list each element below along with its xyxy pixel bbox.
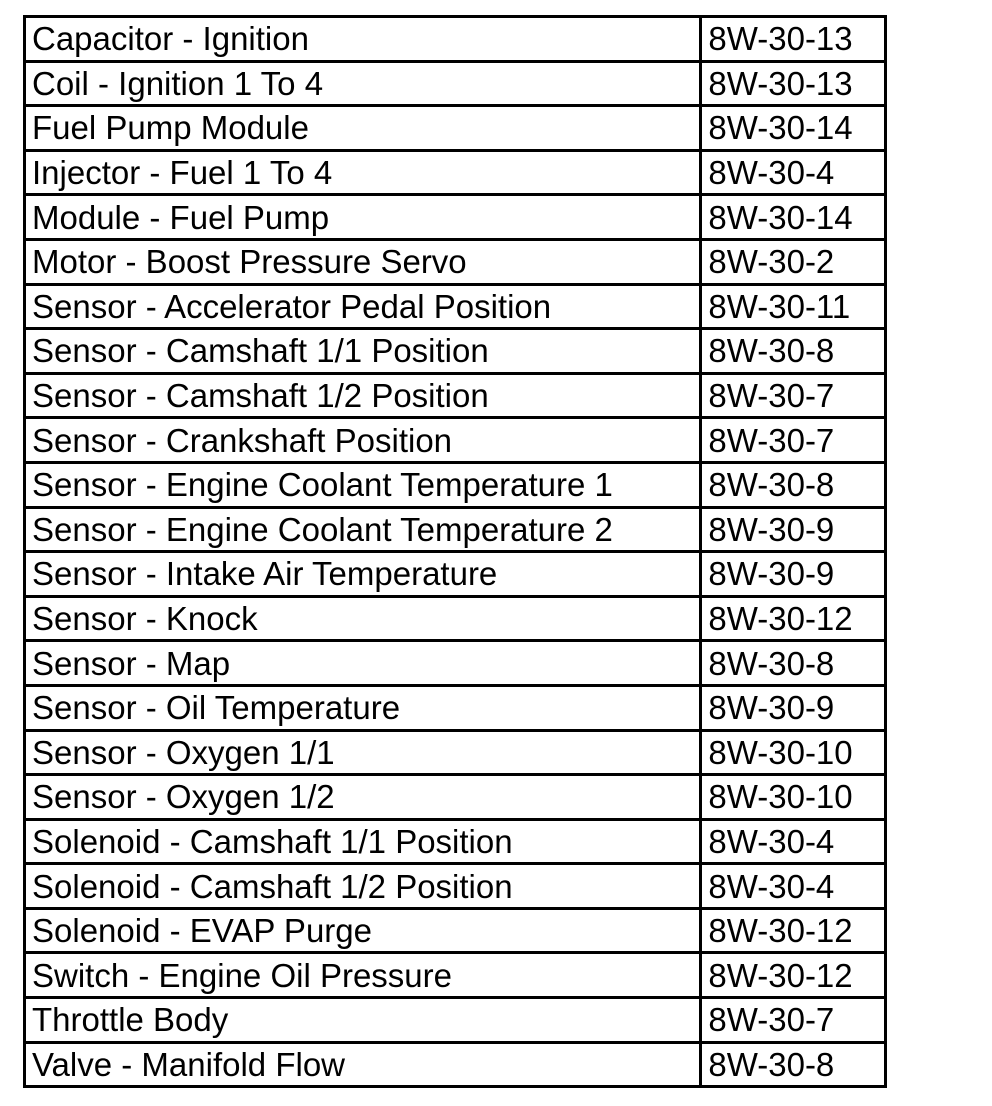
reference-cell: 8W-30-8 — [701, 641, 886, 686]
reference-cell: 8W-30-9 — [701, 507, 886, 552]
table-row — [25, 195, 886, 240]
component-name-cell: Injector - Fuel 1 To 4 — [25, 150, 701, 195]
table-row — [25, 998, 886, 1043]
reference-cell: 8W-30-14 — [701, 106, 886, 151]
component-name-cell: Sensor - Camshaft 1/1 Position — [25, 329, 701, 374]
component-name-cell: Sensor - Oxygen 1/1 — [25, 730, 701, 775]
component-name-cell: Solenoid - Camshaft 1/2 Position — [25, 864, 701, 909]
reference-cell: 8W-30-7 — [701, 373, 886, 418]
reference-cell: 8W-30-7 — [701, 998, 886, 1043]
component-name-cell: Sensor - Accelerator Pedal Position — [25, 284, 701, 329]
table-row — [25, 239, 886, 284]
table-row — [25, 775, 886, 820]
component-name-cell: Sensor - Camshaft 1/2 Position — [25, 373, 701, 418]
component-name-cell: Sensor - Oil Temperature — [25, 685, 701, 730]
table-row — [25, 150, 886, 195]
table-row — [25, 953, 886, 998]
component-name-cell: Fuel Pump Module — [25, 106, 701, 151]
table-row — [25, 17, 886, 62]
table-row — [25, 596, 886, 641]
component-name-cell: Sensor - Map — [25, 641, 701, 686]
reference-cell: 8W-30-8 — [701, 329, 886, 374]
table-row — [25, 908, 886, 953]
table-row — [25, 284, 886, 329]
table-row — [25, 641, 886, 686]
component-name-cell: Sensor - Crankshaft Position — [25, 418, 701, 463]
table-row — [25, 552, 886, 597]
table-row — [25, 507, 886, 552]
reference-cell: 8W-30-11 — [701, 284, 886, 329]
component-name-cell: Valve - Manifold Flow — [25, 1042, 701, 1087]
reference-cell: 8W-30-14 — [701, 195, 886, 240]
reference-cell: 8W-30-8 — [701, 462, 886, 507]
component-index-table — [23, 15, 887, 1088]
reference-cell: 8W-30-12 — [701, 908, 886, 953]
table-row — [25, 1042, 886, 1087]
component-name-cell: Motor - Boost Pressure Servo — [25, 239, 701, 284]
component-name-cell: Sensor - Engine Coolant Temperature 1 — [25, 462, 701, 507]
reference-cell: 8W-30-9 — [701, 552, 886, 597]
table-row — [25, 106, 886, 151]
component-name-cell: Solenoid - EVAP Purge — [25, 908, 701, 953]
reference-cell: 8W-30-12 — [701, 953, 886, 998]
reference-cell: 8W-30-7 — [701, 418, 886, 463]
component-index-body — [25, 17, 886, 1087]
table-row — [25, 462, 886, 507]
reference-cell: 8W-30-10 — [701, 775, 886, 820]
table-row — [25, 730, 886, 775]
reference-cell: 8W-30-2 — [701, 239, 886, 284]
component-name-cell: Capacitor - Ignition — [25, 17, 701, 62]
reference-cell: 8W-30-4 — [701, 150, 886, 195]
reference-cell: 8W-30-13 — [701, 17, 886, 62]
table-row — [25, 329, 886, 374]
component-name-cell: Coil - Ignition 1 To 4 — [25, 61, 701, 106]
table-row — [25, 418, 886, 463]
component-name-cell: Sensor - Oxygen 1/2 — [25, 775, 701, 820]
table-row — [25, 373, 886, 418]
reference-cell: 8W-30-13 — [701, 61, 886, 106]
reference-cell: 8W-30-9 — [701, 685, 886, 730]
reference-cell: 8W-30-4 — [701, 864, 886, 909]
component-name-cell: Sensor - Knock — [25, 596, 701, 641]
component-name-cell: Sensor - Intake Air Temperature — [25, 552, 701, 597]
reference-cell: 8W-30-4 — [701, 819, 886, 864]
component-name-cell: Throttle Body — [25, 998, 701, 1043]
table-row — [25, 864, 886, 909]
reference-cell: 8W-30-12 — [701, 596, 886, 641]
table-row — [25, 819, 886, 864]
component-name-cell: Solenoid - Camshaft 1/1 Position — [25, 819, 701, 864]
component-name-cell: Switch - Engine Oil Pressure — [25, 953, 701, 998]
reference-cell: 8W-30-10 — [701, 730, 886, 775]
component-name-cell: Module - Fuel Pump — [25, 195, 701, 240]
table-row — [25, 61, 886, 106]
reference-cell: 8W-30-8 — [701, 1042, 886, 1087]
table-row — [25, 685, 886, 730]
component-name-cell: Sensor - Engine Coolant Temperature 2 — [25, 507, 701, 552]
